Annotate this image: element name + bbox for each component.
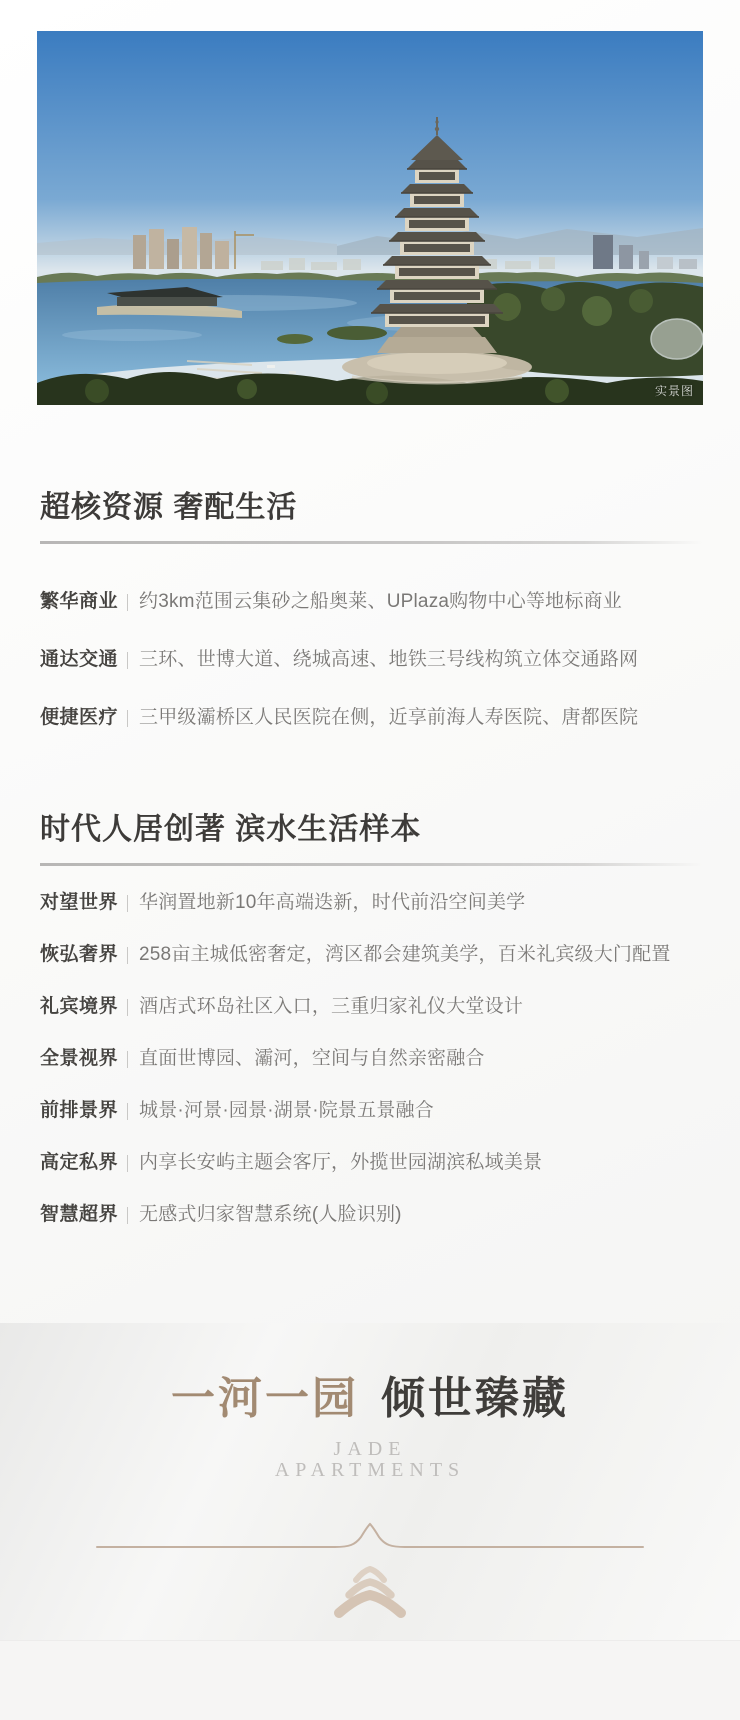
section-title: 超核资源 奢配生活 xyxy=(40,491,298,524)
feature-desc: 258亩主城低密奢定，湾区都会建筑美学，百米礼宾级大门配置 xyxy=(139,944,671,965)
feature-desc: 内享长安屿主题会客厅，外揽世园湖滨私域美景 xyxy=(139,1152,543,1173)
section-title: 时代人居创著 滨水生活样本 xyxy=(40,813,422,846)
feature-label: 前排景界 xyxy=(40,1100,119,1121)
feature-row xyxy=(40,589,703,615)
feature-separator xyxy=(127,1207,128,1224)
feature-row xyxy=(40,705,703,731)
slogan-highlight: 一河一园 xyxy=(171,1374,359,1423)
feature-separator xyxy=(127,652,128,669)
feature-desc: 城景·河景·园景·湖景·院景五景融合 xyxy=(139,1100,434,1121)
feature-row xyxy=(40,890,703,916)
feature-label: 对望世界 xyxy=(40,892,119,913)
feature-separator xyxy=(127,1051,128,1068)
feature-desc: 三环、世博大道、绕城高速、地铁三号线构筑立体交通路网 xyxy=(139,649,639,670)
feature-desc: 三甲级灞桥区人民医院在侧，近享前海人寿医院、唐都医院 xyxy=(139,707,639,728)
footer xyxy=(0,1323,740,1720)
feature-label: 智慧超界 xyxy=(40,1204,119,1225)
feature-row xyxy=(40,1150,703,1176)
feature-label: 繁华商业 xyxy=(40,591,119,612)
brand-line2: APARTMENTS xyxy=(274,1459,466,1481)
feature-desc: 直面世博园、灞河，空间与自然亲密融合 xyxy=(139,1048,485,1069)
feature-desc: 无感式归家智慧系统(人脸识别) xyxy=(139,1204,402,1225)
feature-row xyxy=(40,1098,703,1124)
section-divider xyxy=(40,541,703,544)
feature-row xyxy=(40,1046,703,1072)
hero-photo xyxy=(37,31,703,405)
slogan-rest: 倾世臻藏 xyxy=(381,1374,569,1423)
feature-list xyxy=(40,589,703,731)
hero-watermark: 实景图 xyxy=(654,384,694,398)
feature-label: 礼宾境界 xyxy=(40,996,119,1017)
section-living xyxy=(40,812,703,1254)
feature-row xyxy=(40,1202,703,1228)
feature-separator xyxy=(127,895,128,912)
section-resources xyxy=(40,490,703,763)
feature-row xyxy=(40,994,703,1020)
feature-separator xyxy=(127,1155,128,1172)
roofline-divider xyxy=(95,1522,645,1552)
dome-greenhouse xyxy=(651,319,703,359)
feature-row xyxy=(40,942,703,968)
feature-separator xyxy=(127,999,128,1016)
pagoda-icon xyxy=(328,1564,412,1620)
feature-separator xyxy=(127,1103,128,1120)
feature-label: 全景视界 xyxy=(40,1048,119,1069)
slogan xyxy=(0,1374,740,1424)
feature-label: 恢弘奢界 xyxy=(40,944,119,965)
feature-label: 高定私界 xyxy=(40,1152,119,1173)
feature-label: 通达交通 xyxy=(40,649,119,670)
feature-desc: 酒店式环岛社区入口，三重归家礼仪大堂设计 xyxy=(139,996,524,1017)
hero-photo-illustration xyxy=(37,31,703,405)
feature-separator xyxy=(127,947,128,964)
brand-wordmark xyxy=(0,1439,740,1481)
feature-separator xyxy=(127,594,128,611)
feature-label: 便捷医疗 xyxy=(40,707,119,728)
feature-desc: 华润置地新10年高端迭新，时代前沿空间美学 xyxy=(139,892,526,913)
footer-bottom-strip xyxy=(0,1640,740,1720)
feature-desc: 约3km范围云集砂之船奥莱、UPlaza购物中心等地标商业 xyxy=(139,591,622,612)
feature-row xyxy=(40,647,703,673)
feature-list xyxy=(40,890,703,1228)
brand-line1: JADE xyxy=(333,1438,407,1460)
section-divider xyxy=(40,863,703,866)
feature-separator xyxy=(127,710,128,727)
